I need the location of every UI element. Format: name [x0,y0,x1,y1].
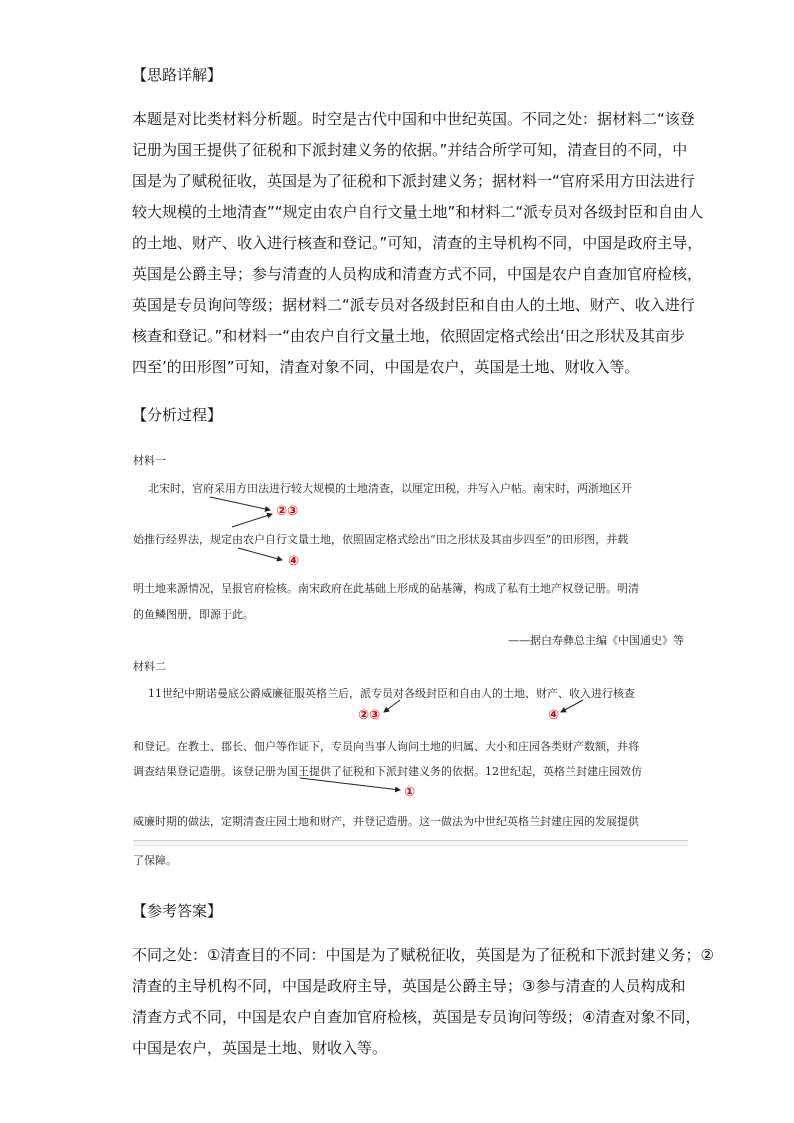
material1-line: 始推行经界法，规定由农户自行文量土地，依照固定格式绘出“田之形状及其亩步四至”的田形图，并载 [133,533,629,546]
paragraph-line: 英国是专员询问等级；据材料二“派专员对各级封臣和自由人的土地、财产、收入进行 [132,296,695,314]
annotation-mark: ②③ [276,504,299,519]
arrow-line [300,778,400,790]
arrow-line [210,497,270,510]
material2-line: 调查结果登记造册。该登记册为国王提供了征税和下派封建义务的依据。12世纪起，英格兰封建庄园效仿 [133,765,642,778]
paragraph-line: 本题是对比类材料分析题。时空是古代中国和中世纪英国。不同之处：据材料二“该登 [132,110,695,128]
material1-label: 材料一 [133,454,166,467]
material2-line: 和登记。在教士、郡长、佃户等作证下，专员向当事人询问土地的归属、大小和庄园各类财产数额，并将 [133,740,639,753]
material1-line: 的鱼鳞图册，即源于此。 [133,608,254,621]
section-title-answer: 【参考答案】 [132,902,223,920]
section-title-analysis: 【分析过程】 [132,406,223,424]
arrow-line [238,548,282,560]
arrow-line [232,514,272,527]
paragraph-line: 中国是农户，英国是土地、财收入等。 [132,1039,388,1057]
paragraph-line: 四至’的田形图”可知，清查对象不同，中国是农户，英国是土地、财收入等。 [132,358,640,376]
material2-label: 材料二 [133,660,166,673]
section-title-thinking: 【思路详解】 [132,66,223,84]
arrow-line [384,700,400,712]
material2-line: 威廉时期的做法，定期清查庄园土地和财产，并登记造册。这一做法为中世纪英格兰封建庄园的发展提供 [133,815,639,828]
annotation-mark: ②③ [358,708,381,723]
material1-source: ——据白寿彝总主编《中国通史》等 [508,634,684,647]
paragraph-line: 记册为国王提供了征税和下派封建义务的依据。”并结合所学可知，清查目的不同，中 [132,141,688,159]
paragraph-line: 英国是公爵主导；参与清查的人员构成和清查方式不同，中国是农户自查加官府检核， [132,265,703,283]
annotation-mark: ④ [548,708,560,723]
material1-line: 明土地来源情况，呈报官府检核。南宋政府在此基础上形成的砧基簿，构成了私有土地产权登记册。明清 [133,582,639,595]
paragraph-line: 核查和登记。”和材料一“由农户自行文量土地，依照固定格式绘出‘田之形状及其亩步 [132,327,685,345]
material2-line: 11世纪中期诺曼底公爵威廉征服英格兰后，派专员对各级封臣和自由人的土地、财产、收入进行核查 [148,687,635,700]
paragraph-line: 清查方式不同，中国是农户自查加官府检核，英国是专员询问等级；④清查对象不同， [132,1008,701,1026]
annotation-mark: ④ [288,554,300,569]
paragraph-line: 较大规模的土地清查”“规定由农户自行文量土地”和材料二“派专员对各级封臣和自由人 [132,203,704,221]
answer-paragraph [132,940,714,1064]
paragraph-line: 的土地、财产、收入进行核查和登记。”可知，清查的主导机构不同，中国是政府主导， [132,234,703,252]
arrow-line [561,700,583,712]
paragraph-line: 国是为了赋税征收，英国是为了征税和下派封建义务；据材料一“官府采用方田法进行 [132,172,695,190]
annotation-mark: ① [404,785,416,800]
paragraph-line: 清查的主导机构不同，中国是政府主导，英国是公爵主导；③参与清查的人员构成和 [132,977,686,995]
material2-line: 了保障。 [133,854,177,867]
paragraph-line: 不同之处：①清查目的不同：中国是为了赋税征收，英国是为了征税和下派封建义务；② [132,946,714,964]
material1-line: 北宋时，官府采用方田法进行较大规模的土地清查，以厘定田税，并写入户帖。南宋时，两浙地区开 [148,482,632,495]
